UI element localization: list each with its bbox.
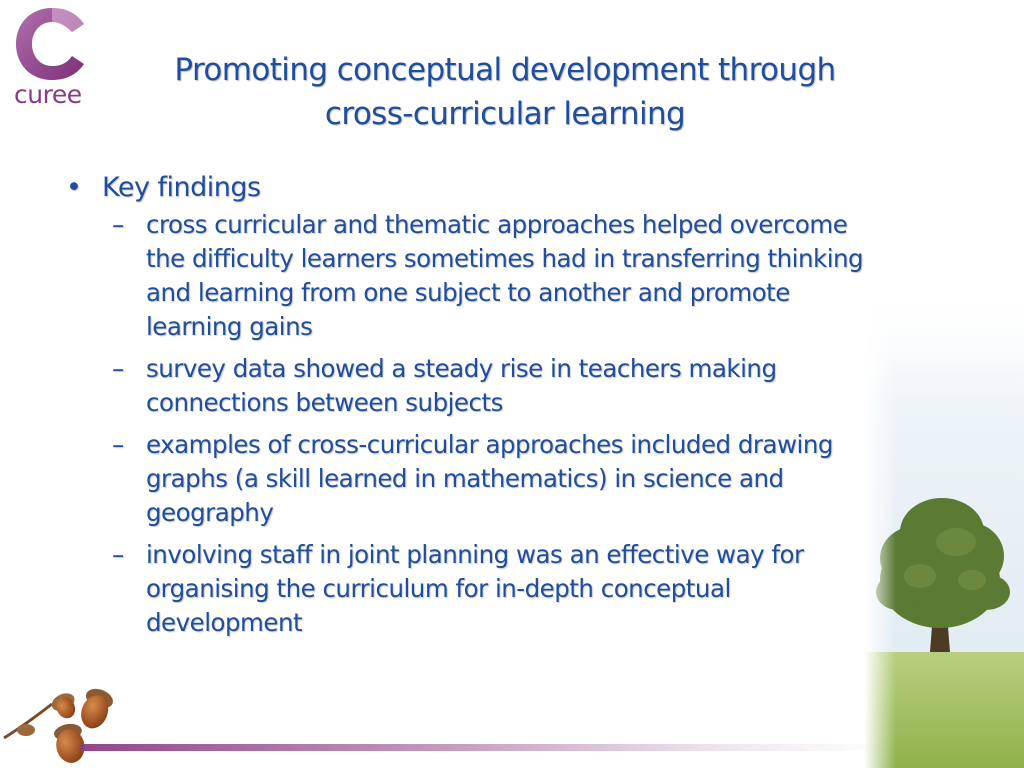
title-line-1: Promoting conceptual development through (174, 52, 836, 88)
list-item (112, 352, 880, 420)
dash-icon: – (112, 540, 124, 569)
dash-icon: – (112, 210, 124, 239)
dash-icon: – (112, 430, 124, 459)
bottom-accent-line (80, 744, 880, 751)
findings-list (60, 208, 880, 640)
list-item (112, 208, 880, 344)
key-findings-heading: Key findings (102, 172, 261, 203)
list-item-text: cross curricular and thematic approaches helped overcome the difficulty learners sometimes had in transferring thinking and learning from one subject to another and promote learning gains (146, 210, 864, 341)
bullet-key-findings (60, 168, 880, 208)
list-item-text: survey data showed a steady rise in teachers making connections between subjects (146, 354, 777, 417)
curee-logo (6, 6, 98, 109)
list-item-text: examples of cross-curricular approaches included drawing graphs (a skill learned in mathematics) in science and geography (146, 430, 833, 527)
slide-title (110, 48, 900, 136)
tree-illustration (864, 280, 1024, 768)
title-line-2: cross-curricular learning (324, 96, 686, 132)
slide-content (60, 168, 880, 648)
logo-text: curee (14, 80, 82, 109)
acorns-decoration (0, 678, 140, 768)
dash-icon: – (112, 354, 124, 383)
curee-c-mark-icon (6, 6, 98, 84)
landscape-image (864, 280, 1024, 768)
list-item (112, 428, 880, 530)
acorn-icon (0, 678, 140, 768)
bullet-icon: • (66, 172, 82, 203)
list-item-text: involving staff in joint planning was an effective way for organising the curriculum for in-depth conceptual development (146, 540, 804, 637)
list-item (112, 538, 880, 640)
